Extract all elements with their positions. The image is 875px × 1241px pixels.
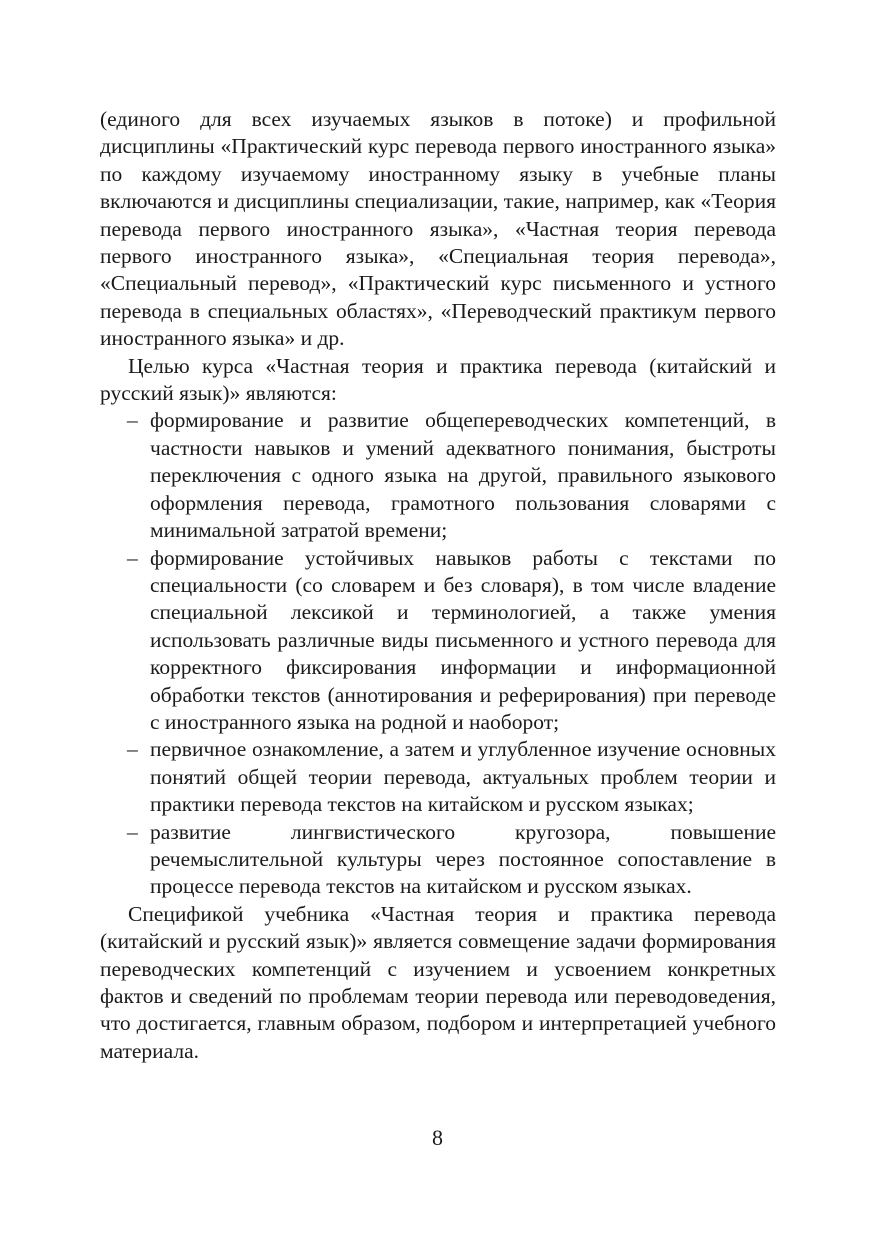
intro-paragraph: (единого для всех изучаемых языков в потоке) и профильной дисциплины «Практический курс перевода первого иностранного языка» по каждому изучаемому иностранному языку в учебные планы включаются и дисциплины специализации, такие, например, как «Теория перевода первого иностранного языка», «Частная теория перевода первого иностранного языка», «Специальная теория перевода», «Специальный перевод», «Практический курс письменного и устного перевода в специальных областях», «Переводческий практикум первого иностранного языка» и др. — [100, 107, 776, 351]
page-number: 8 — [432, 1125, 443, 1150]
goals-intro-paragraph: Целью курса «Частная теория и практика перевода (китайский и русский язык)» являются: — [100, 353, 776, 406]
list-item — [100, 819, 776, 901]
list-dash-marker: – — [127, 819, 138, 844]
list-dash-marker: – — [127, 408, 138, 433]
list-item-text: первичное ознакомление, а затем и углубленное изучение основных понятий общей теории перевода, актуальных проблем теории и практики перевода текстов на китайском и русском языках; — [150, 737, 776, 817]
list-item-text: формирование устойчивых навыков работы с текстами по специальности (со словарем и без словаря), в том числе владение специальной лексикой и терминологией, а также умения использовать различные виды письменного и устного перевода для корректного фиксирования информации и информационной обработки текстов (аннотирования и реферирования) при переводе с иностранного языка на родной и наоборот; — [150, 545, 776, 734]
goals-list — [100, 407, 776, 900]
conclusion-paragraph: Спецификой учебника «Частная теория и практика перевода (китайский и русский язык)» является совмещение задачи формирования переводческих компетенций с изучением и усвоением конкретных фактов и сведений по проблемам теории перевода или переводоведения, что достигается, главным образом, подбором и интерпретацией учебного материала. — [100, 901, 776, 1063]
list-item-text: развитие лингвистического кругозора, повышение речемыслительной культуры через постоянное сопоставление в процессе перевода текстов на китайском и русском языках. — [150, 819, 776, 899]
list-dash-marker: – — [127, 737, 138, 762]
list-item — [100, 407, 776, 544]
list-item — [100, 545, 776, 737]
list-item-text: формирование и развитие общепереводческих компетенций, в частности навыков и умений адекватного понимания, быстроты переключения с одного языка на другой, правильного языкового оформления перевода, грамотного пользования словарями с минимальной затратой времени; — [150, 408, 776, 543]
list-item — [100, 736, 776, 818]
list-dash-marker: – — [127, 545, 138, 570]
page-body — [100, 106, 776, 1065]
